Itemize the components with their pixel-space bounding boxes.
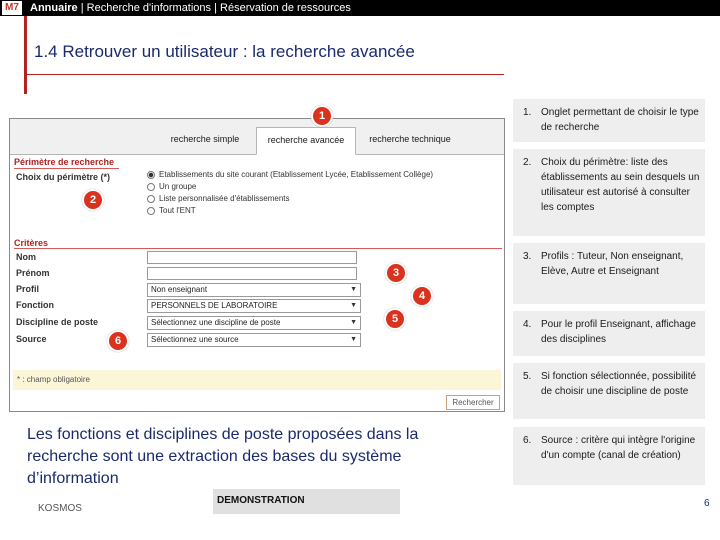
footer-brand: KOSMOS: [38, 503, 82, 514]
tab-advanced-search[interactable]: recherche avancée: [256, 127, 356, 155]
label-prenom: Prénom: [16, 268, 50, 278]
perimeter-divider: [14, 168, 119, 169]
top-nav: [30, 1, 351, 15]
radio-icon[interactable]: [147, 195, 155, 203]
discipline-select[interactable]: Sélectionnez une discipline de poste ▼: [147, 316, 361, 330]
perimeter-option-site[interactable]: Etablissements du site courant (Etablissement Lycée, Etablissement Collège): [147, 170, 433, 179]
note-4: 4. Pour le profil Enseignant, affichage des disciplines: [513, 311, 705, 356]
criteria-divider: [14, 248, 502, 249]
radio-icon[interactable]: [147, 171, 155, 179]
note-5: 5. Si fonction sélectionnée, possibilité de choisir une discipline de poste: [513, 363, 705, 419]
top-bar: [0, 0, 720, 16]
label-source: Source: [16, 334, 47, 344]
marker-2: 2: [82, 189, 104, 211]
perimeter-option-all[interactable]: Tout l'ENT: [147, 206, 196, 215]
perimeter-section-title: Périmètre de recherche: [14, 157, 115, 167]
title-underline: [24, 74, 504, 75]
note-6: 6. Source : critère qui intègre l'origine d'un compte (canal de création): [513, 427, 705, 485]
note-2: 2. Choix du périmètre: liste des établissements au sein desquels un utilisateur est autorisé à consulter les comptes: [513, 149, 705, 236]
radio-icon[interactable]: [147, 207, 155, 215]
dropdown-arrow-icon: ▼: [350, 302, 357, 309]
page-title: 1.4 Retrouver un utilisateur : la recherche avancée: [34, 42, 415, 61]
label-nom: Nom: [16, 252, 36, 262]
label-profil: Profil: [16, 284, 40, 294]
app-name[interactable]: Annuaire: [30, 2, 78, 14]
radio-icon[interactable]: [147, 183, 155, 191]
profil-select[interactable]: Non enseignant ▼: [147, 283, 361, 297]
mandatory-note: * : champ obligatoire: [13, 370, 501, 390]
marker-6: 6: [107, 330, 129, 352]
dropdown-arrow-icon: ▼: [350, 286, 357, 293]
note-1: 1. Onglet permettant de choisir le type de recherche: [513, 99, 705, 142]
dropdown-arrow-icon: ▼: [350, 319, 357, 326]
label-fonction: Fonction: [16, 300, 54, 310]
tab-bar: [10, 119, 504, 155]
demonstration-label: DEMONSTRATION: [213, 489, 400, 514]
nav-links[interactable]: | Recherche d'informations | Réservation de ressources: [77, 2, 351, 14]
label-discipline: Discipline de poste: [16, 317, 99, 327]
perimeter-label: Choix du périmètre (*): [16, 172, 111, 182]
dropdown-arrow-icon: ▼: [350, 336, 357, 343]
marker-3: 3: [385, 262, 407, 284]
criteria-section-title: Critères: [14, 238, 49, 248]
marker-5: 5: [384, 308, 406, 330]
nom-input[interactable]: [147, 251, 357, 264]
search-button[interactable]: Rechercher: [446, 395, 500, 410]
source-select[interactable]: Sélectionnez une source ▼: [147, 333, 361, 347]
tab-technical-search[interactable]: recherche technique: [369, 134, 451, 144]
page-number: 6: [704, 498, 710, 509]
marker-1: 1: [311, 105, 333, 127]
marker-4: 4: [411, 285, 433, 307]
tab-simple-search[interactable]: recherche simple: [170, 134, 240, 144]
note-3: 3. Profils : Tuteur, Non enseignant, Elève, Autre et Enseignant: [513, 243, 705, 304]
logo: M7: [2, 1, 22, 15]
search-form-screenshot: [9, 118, 505, 412]
summary-text: Les fonctions et disciplines de poste proposées dans la recherche sont une extraction des bases du système d’information: [27, 426, 419, 487]
fonction-select[interactable]: PERSONNELS DE LABORATOIRE ▼: [147, 299, 361, 313]
title-accent-line: [24, 16, 27, 94]
perimeter-option-custom-list[interactable]: Liste personnalisée d'établissements: [147, 194, 290, 203]
perimeter-option-group[interactable]: Un groupe: [147, 182, 196, 191]
prenom-input[interactable]: [147, 267, 357, 280]
